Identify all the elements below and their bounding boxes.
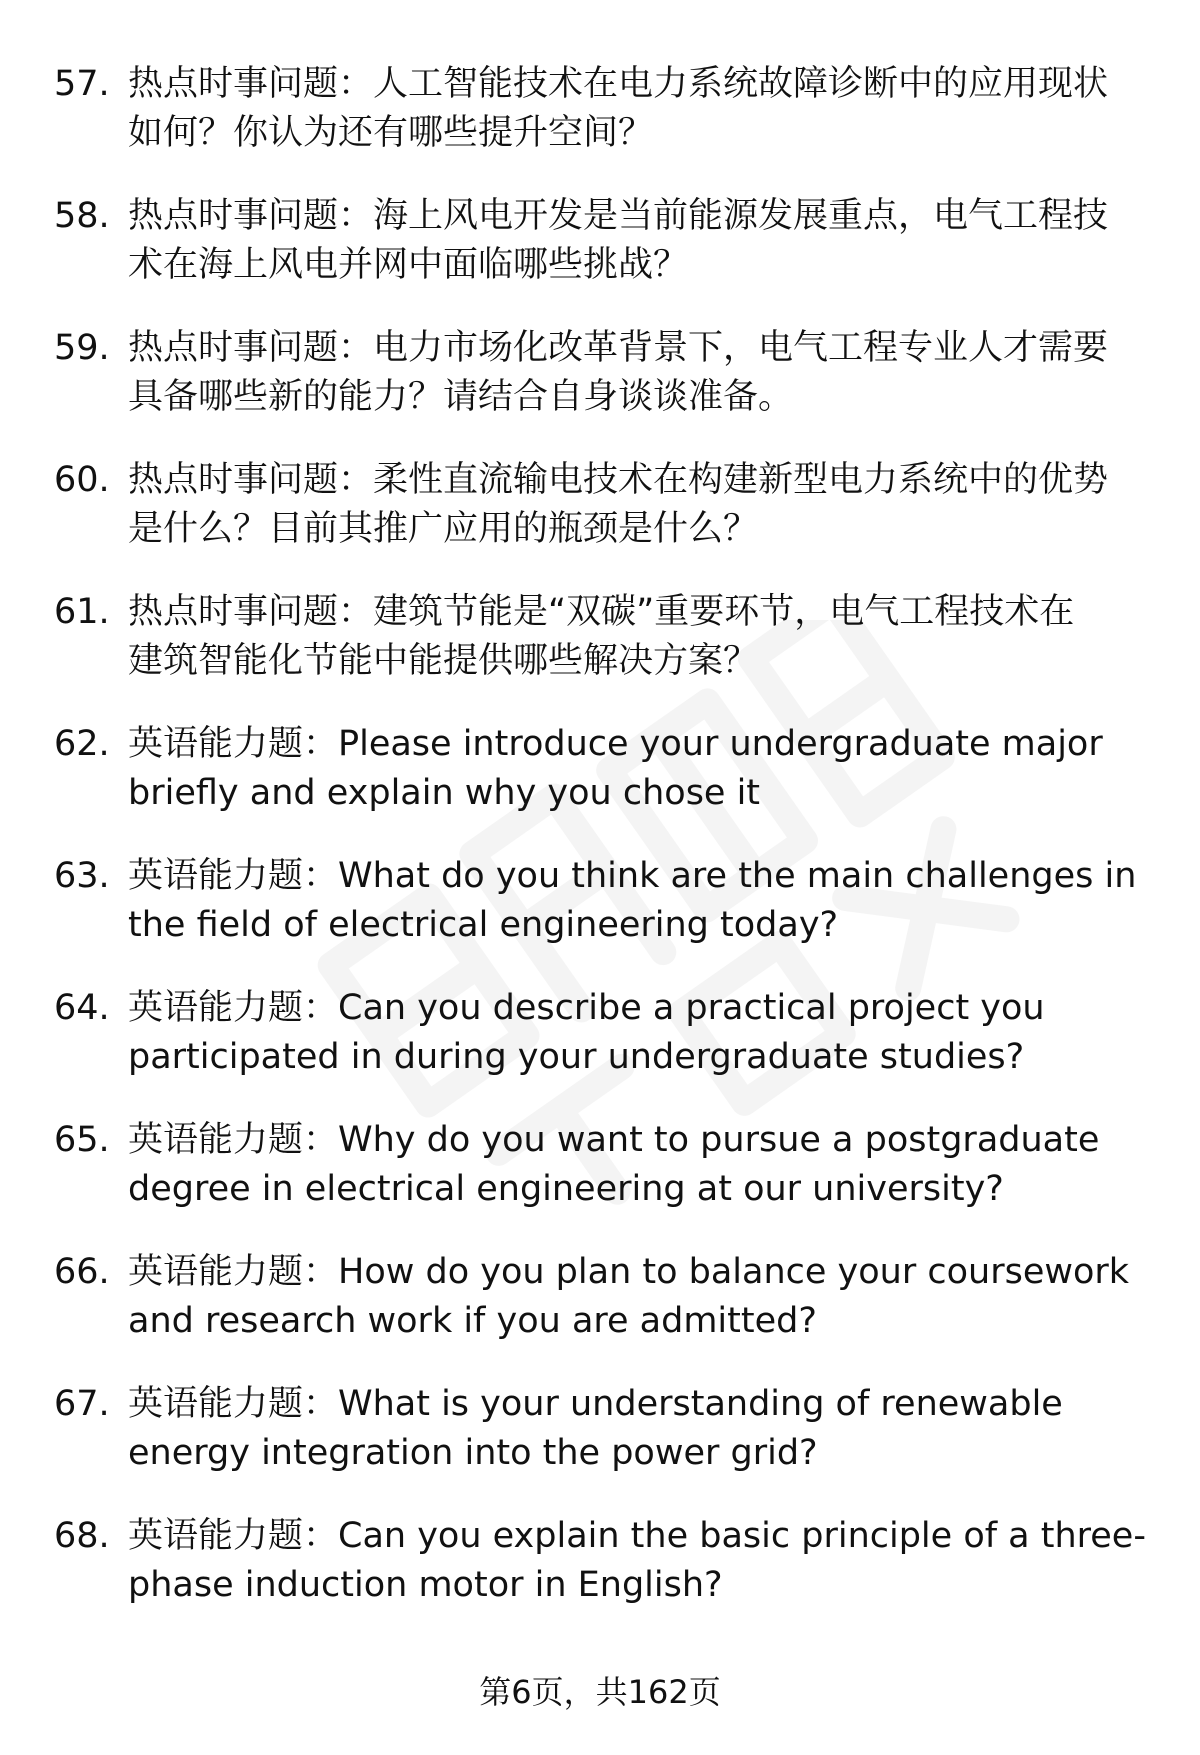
question-item — [0, 456, 1200, 588]
question-text-line: participated in during your undergraduate studies? — [128, 1037, 1025, 1077]
question-text-line: phase induction motor in English? — [128, 1565, 723, 1605]
question-text-line: 英语能力题：Can you explain the basic principle of a three- — [128, 1516, 1146, 1556]
question-text-line: 热点时事问题：柔性直流输电技术在构建新型电力系统中的优势 — [128, 460, 1109, 500]
question-text-line: 是什么？目前其推广应用的瓶颈是什么？ — [128, 509, 759, 549]
question-item — [0, 192, 1200, 324]
question-number: 60. — [54, 460, 110, 500]
question-text-line: 热点时事问题：海上风电开发是当前能源发展重点，电气工程技 — [128, 196, 1109, 236]
question-text-line: the field of electrical engineering today? — [128, 905, 839, 945]
question-number: 62. — [54, 724, 110, 764]
question-number: 59. — [54, 328, 110, 368]
question-text-line: energy integration into the power grid? — [128, 1433, 818, 1473]
question-number: 63. — [54, 856, 110, 896]
question-text — [128, 588, 1138, 686]
question-text-line: degree in electrical engineering at our university? — [128, 1169, 1004, 1209]
question-item — [0, 60, 1200, 192]
question-text — [128, 1248, 1138, 1346]
question-text — [128, 852, 1138, 950]
question-text-line: 英语能力题：Can you describe a practical project you — [128, 988, 1045, 1028]
question-text — [128, 984, 1138, 1082]
question-text-line: 热点时事问题：电力市场化改革背景下，电气工程专业人才需要 — [128, 328, 1109, 368]
question-text — [128, 324, 1138, 422]
question-text-line: 英语能力题：Please introduce your undergraduate major — [128, 724, 1103, 764]
question-number: 64. — [54, 988, 110, 1028]
question-text — [128, 1512, 1146, 1610]
question-list — [0, 60, 1200, 1644]
question-item — [0, 588, 1200, 720]
question-text-line: 热点时事问题：建筑节能是“双碳”重要环节，电气工程技术在 — [128, 592, 1075, 632]
question-text-line: 英语能力题：What is your understanding of renewable — [128, 1384, 1063, 1424]
question-item — [0, 984, 1200, 1116]
page-number: 第6页，共162页 — [479, 1673, 721, 1711]
question-item — [0, 1380, 1200, 1512]
question-number: 67. — [54, 1384, 110, 1424]
question-number: 57. — [54, 64, 110, 104]
question-number: 61. — [54, 592, 110, 632]
question-text-line: 具备哪些新的能力？请结合自身谈谈准备。 — [128, 377, 794, 417]
question-text — [128, 1116, 1138, 1214]
question-text-line: 英语能力题：Why do you want to pursue a postgraduate — [128, 1120, 1100, 1160]
question-text-line: 术在海上风电并网中面临哪些挑战？ — [128, 245, 689, 285]
question-text — [128, 456, 1138, 554]
question-text — [128, 1380, 1138, 1478]
question-text-line: 英语能力题：What do you think are the main challenges in — [128, 856, 1137, 896]
question-text-line: 热点时事问题：人工智能技术在电力系统故障诊断中的应用现状 — [128, 64, 1109, 104]
question-item — [0, 720, 1200, 852]
question-number: 68. — [54, 1516, 110, 1556]
question-text-line: and research work if you are admitted? — [128, 1301, 817, 1341]
question-text — [128, 720, 1138, 818]
question-number: 66. — [54, 1252, 110, 1292]
question-number: 65. — [54, 1120, 110, 1160]
question-text — [128, 60, 1138, 158]
question-number: 58. — [54, 196, 110, 236]
question-item — [0, 852, 1200, 984]
question-item — [0, 324, 1200, 456]
question-text-line: 建筑智能化节能中能提供哪些解决方案？ — [128, 641, 759, 681]
question-item — [0, 1248, 1200, 1380]
question-text-line: 如何？你认为还有哪些提升空间？ — [128, 113, 654, 153]
question-item — [0, 1116, 1200, 1248]
question-text-line: briefly and explain why you chose it — [128, 773, 761, 813]
question-item — [0, 1512, 1200, 1644]
question-text — [128, 192, 1138, 290]
question-text-line: 英语能力题：How do you plan to balance your coursework — [128, 1252, 1130, 1292]
